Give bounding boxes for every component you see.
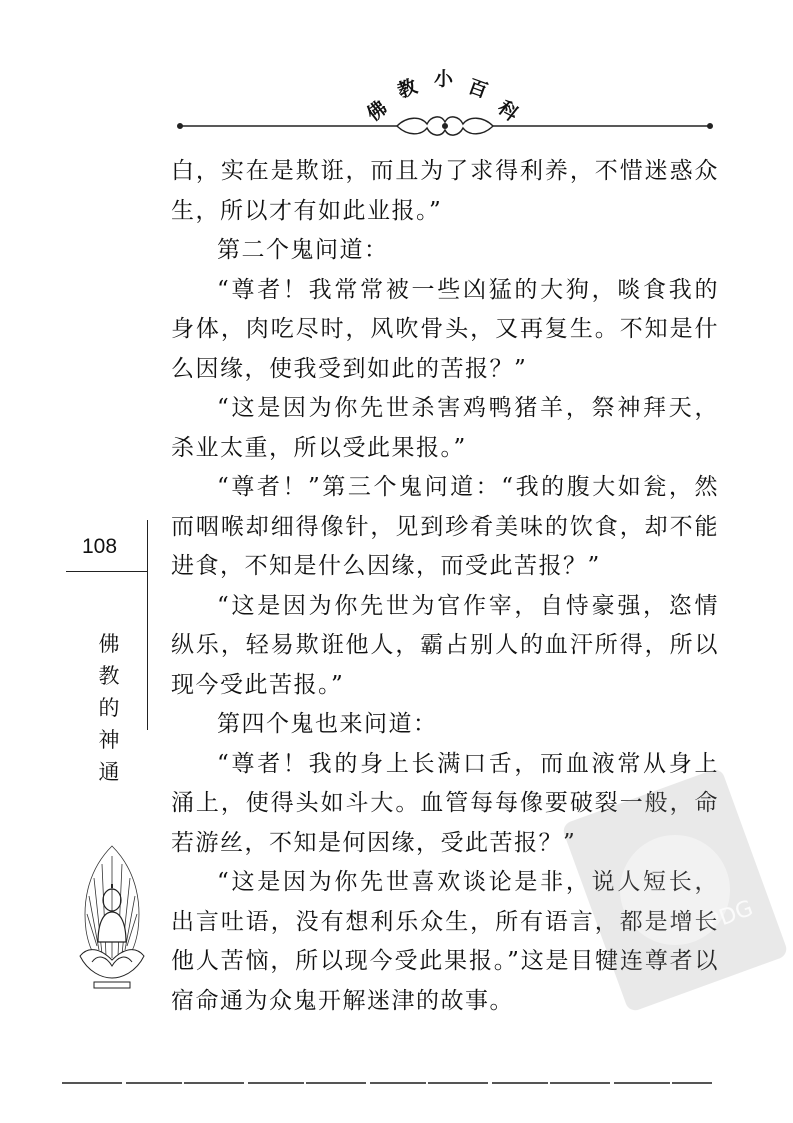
page-number: 108 — [82, 535, 118, 558]
margin-divider-horizontal — [66, 571, 148, 572]
header-char: 科 — [493, 96, 523, 126]
header-char: 百 — [464, 75, 491, 103]
paragraph: “这是因为你先世喜欢谈论是非，说人短长，出言吐语，没有想利乐众生，所有语言，都是增长他人苦恼，所以现今受此果报。”这是目犍连尊者以宿命通为众鬼开解迷津的故事。 — [171, 869, 719, 1014]
paragraph: “这是因为你先世杀害鸡鸭猪羊，祭神拜天，杀业太重，所以受此果报。” — [171, 395, 719, 461]
paragraph: 第二个鬼问道： — [217, 237, 389, 263]
paragraph: “尊者！我常常被一些凶猛的大狗，啖食我的身体，肉吃尽时，风吹骨头，又再复生。不知是什么因缘，使我受到如此的苦报？” — [171, 276, 719, 382]
watermark-seal-icon — [560, 770, 790, 1020]
paragraph: “尊者！我的身上长满口舌，而血液常从身上涌上，使得头如斗大。血管每每像要破裂一般，命若游丝，不知是何因缘，受此苦报？” — [171, 750, 719, 856]
footer-rule — [62, 1082, 712, 1084]
header-char: 教 — [394, 75, 421, 103]
paragraph: 第四个鬼也来问道： — [217, 711, 438, 737]
book-title-char: 通 — [98, 760, 120, 784]
header-char: 小 — [434, 68, 454, 90]
book-title-char: 神 — [98, 728, 120, 752]
book-title-char: 教 — [98, 664, 120, 688]
paragraph: 白，实在是欺诳，而且为了求得利养，不惜迷惑众生，所以才有如此业报。” — [171, 158, 719, 224]
paragraph: “这是因为你先世为官作宰，自恃豪强，恣情纵乐，轻易欺诳他人，霸占别人的血汗所得，所以现今受此苦报。” — [171, 592, 719, 698]
book-title-char: 佛 — [98, 632, 120, 656]
margin-divider-vertical — [147, 520, 148, 730]
paragraph: “尊者！”第三个鬼问道：“我的腹大如瓮，然而咽喉却细得像针，见到珍肴美味的饮食，却不能进食，不知是什么因缘，而受此苦报？” — [171, 474, 719, 579]
header-char: 佛 — [362, 96, 392, 126]
book-title-vertical — [96, 628, 122, 788]
buddha-lotus-icon — [72, 838, 152, 998]
watermark-text: PDG — [703, 895, 757, 936]
header-ornament-rule — [175, 112, 715, 140]
book-title-char: 的 — [98, 696, 120, 720]
